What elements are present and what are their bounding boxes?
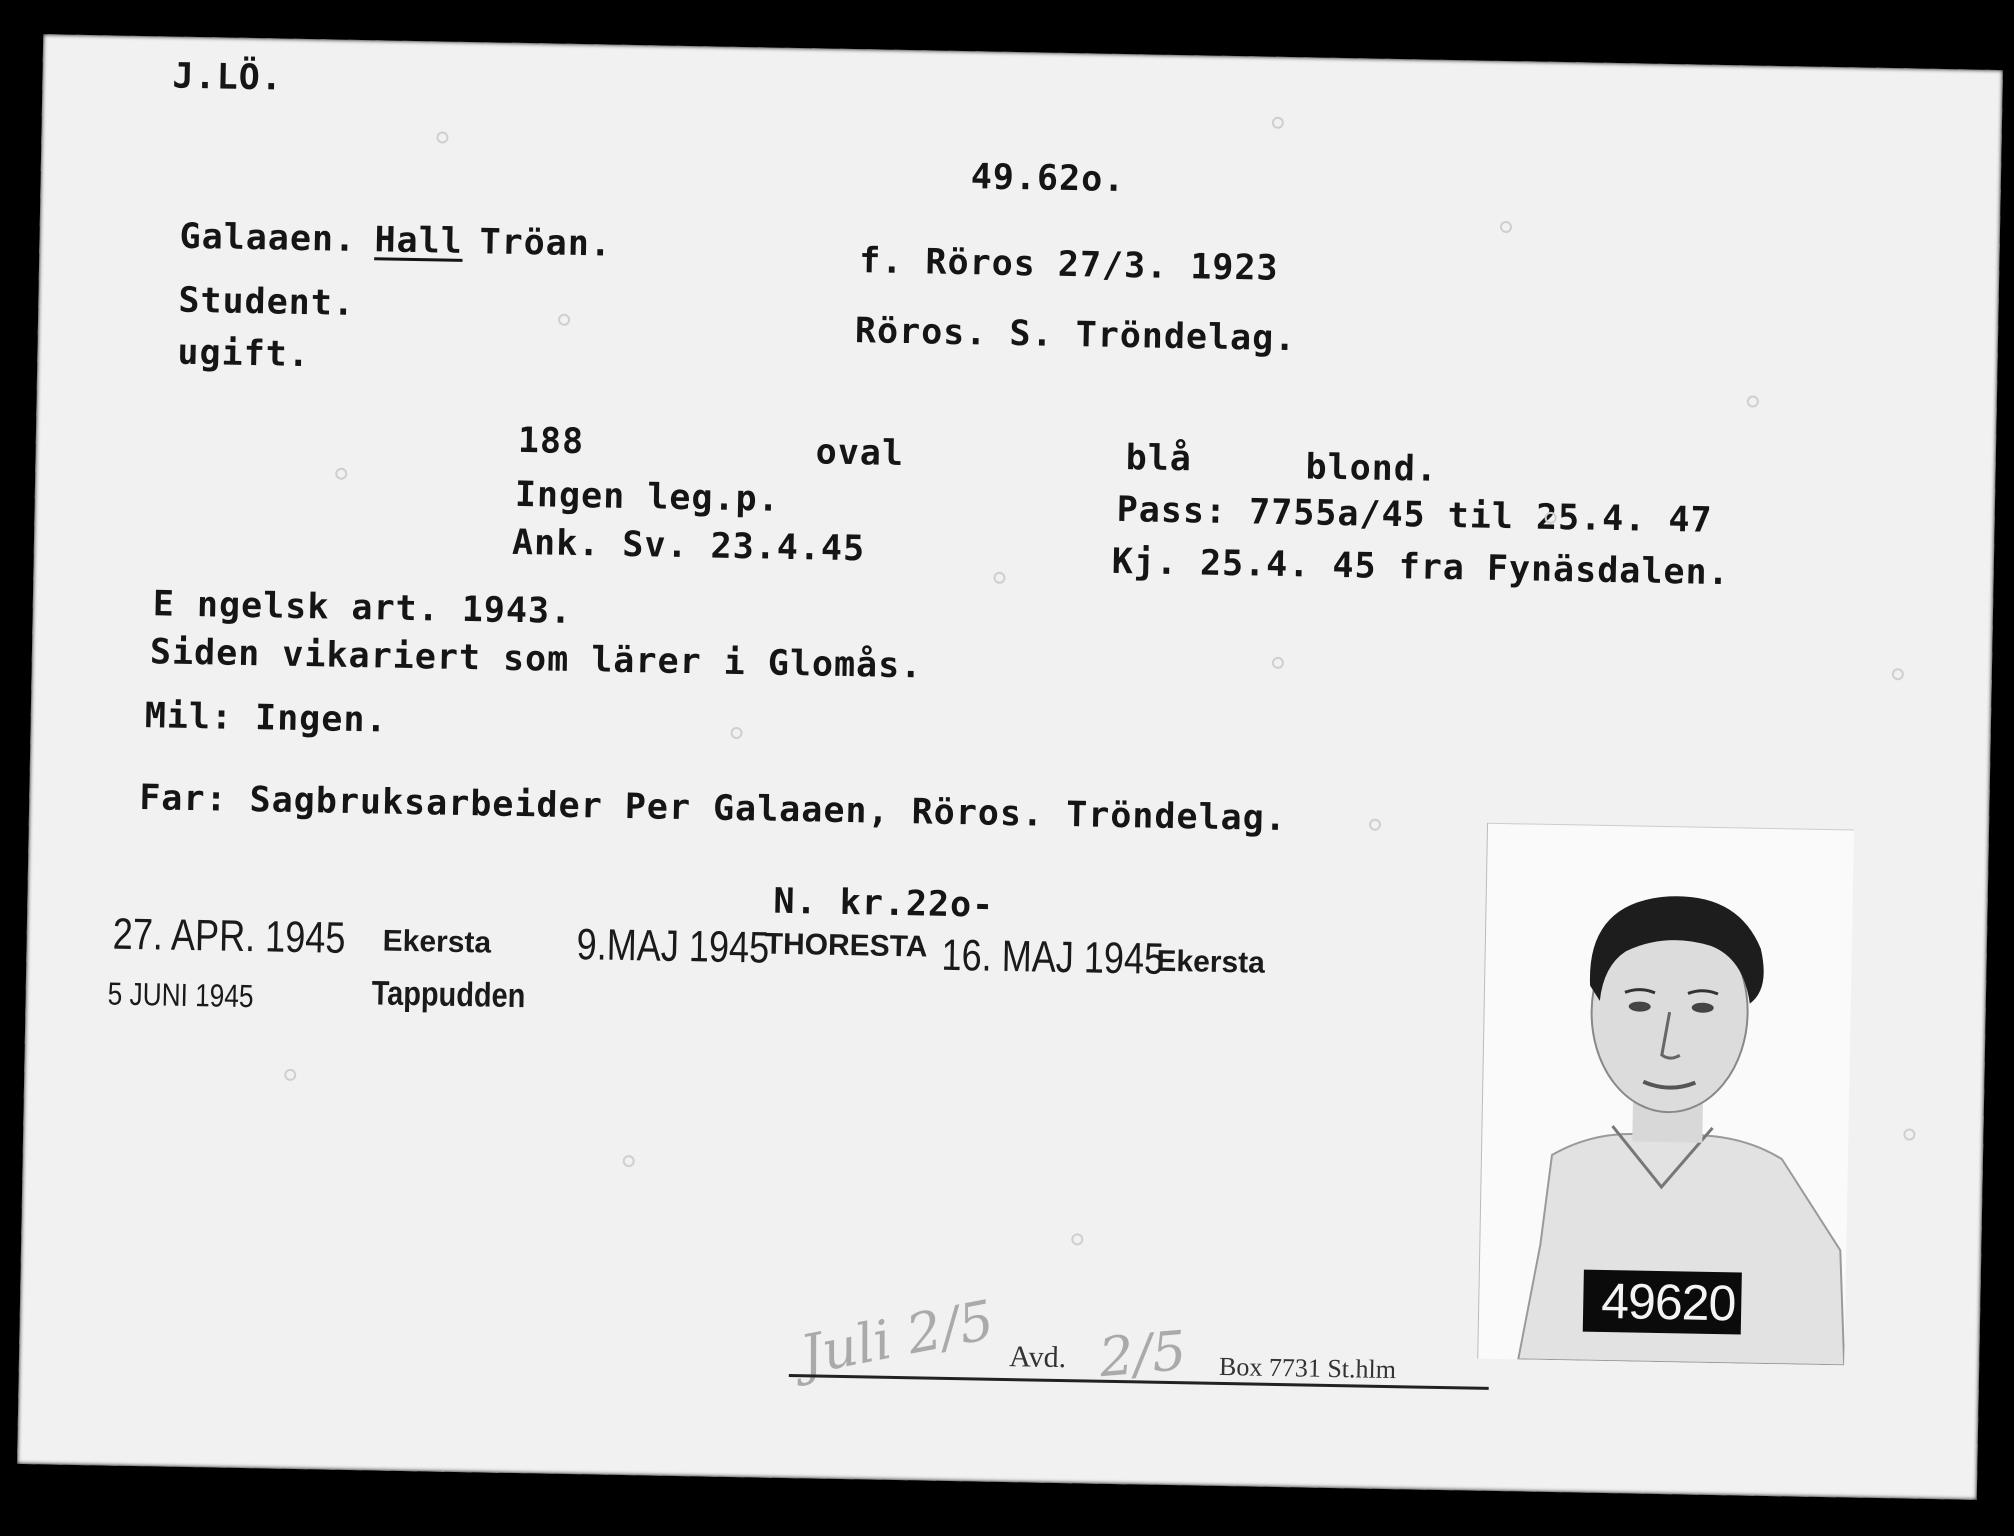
dust-speck [436,131,448,143]
handwritten-avd: 2/5 [1096,1318,1189,1390]
dust-speck [1071,1233,1083,1245]
name-surname: Galaaen. [179,216,357,260]
dust-speck [1747,395,1759,407]
stamp-date-2: 9.MAJ 1945 [576,920,770,973]
eye-color: blå [1125,438,1193,480]
dust-speck [1369,819,1381,831]
height: 188 [517,420,585,463]
handwritten-date: Juli 2/5 [795,1288,999,1387]
dust-speck [284,1069,296,1081]
stamp-date-4: 5 JUNI 1945 [107,975,254,1015]
military-status: Mil: Ingen. [144,696,388,741]
dust-speck [558,314,570,326]
name-given: Hall [374,220,464,262]
name-middle: Tröan. [479,222,613,265]
dust-speck [335,468,347,480]
dust-speck [993,572,1005,584]
stamp-place-3: Ekersta [1156,944,1266,980]
dust-speck [1903,1128,1915,1140]
marital-status: ugift. [177,332,311,376]
header-code: J.LÖ. [172,56,284,99]
stamp-place-4: Tappudden [371,974,526,1016]
stamp-place-2: THORESTA [764,927,928,964]
portrait-photo [1477,823,1854,1366]
dust-speck [1272,657,1284,669]
stamp-date-1: 27. APR. 1945 [112,909,346,963]
occupation: Student. [178,280,356,324]
registration-card [17,34,2003,1500]
amount: N. kr.22o- [773,881,995,926]
since-info: Siden vikariert som lärer i Glomås. [149,632,923,687]
dust-speck [1272,117,1284,129]
birth-info: f. Röros 27/3. 1923 [858,241,1279,289]
stamp-date-3: 16. MAJ 1945 [941,930,1165,984]
avd-label: Avd. [1008,1340,1067,1375]
photo-number-plate: 49620 [1583,1270,1742,1335]
dust-speck [730,727,742,739]
legitimation: Ingen leg.p. [514,474,781,520]
box-address: Box 7731 St.hlm [1218,1351,1397,1385]
footer-rule [789,1328,1490,1390]
came-from: Kj. 25.4. 45 fra Fynäsdalen. [1111,541,1731,594]
hair-color: blond. [1305,447,1439,490]
passport: Pass: 7755a/45 til 25.4. 47 [1116,489,1713,541]
father-info: Far: Sagbruksarbeider Per Galaaen, Röros. Tröndelag. [138,778,1288,840]
face-shape: oval [815,432,905,475]
residence: Röros. S. Tröndelag. [854,311,1297,360]
dust-speck [1500,221,1512,233]
education: E ngelsk art. 1943. [152,584,573,632]
dust-speck [1892,668,1904,680]
stamp-place-1: Ekersta [382,924,492,960]
dust-speck [623,1155,635,1167]
arrival-date: Ank. Sv. 23.4.45 [511,522,866,570]
record-number: 49.62o. [970,157,1126,201]
